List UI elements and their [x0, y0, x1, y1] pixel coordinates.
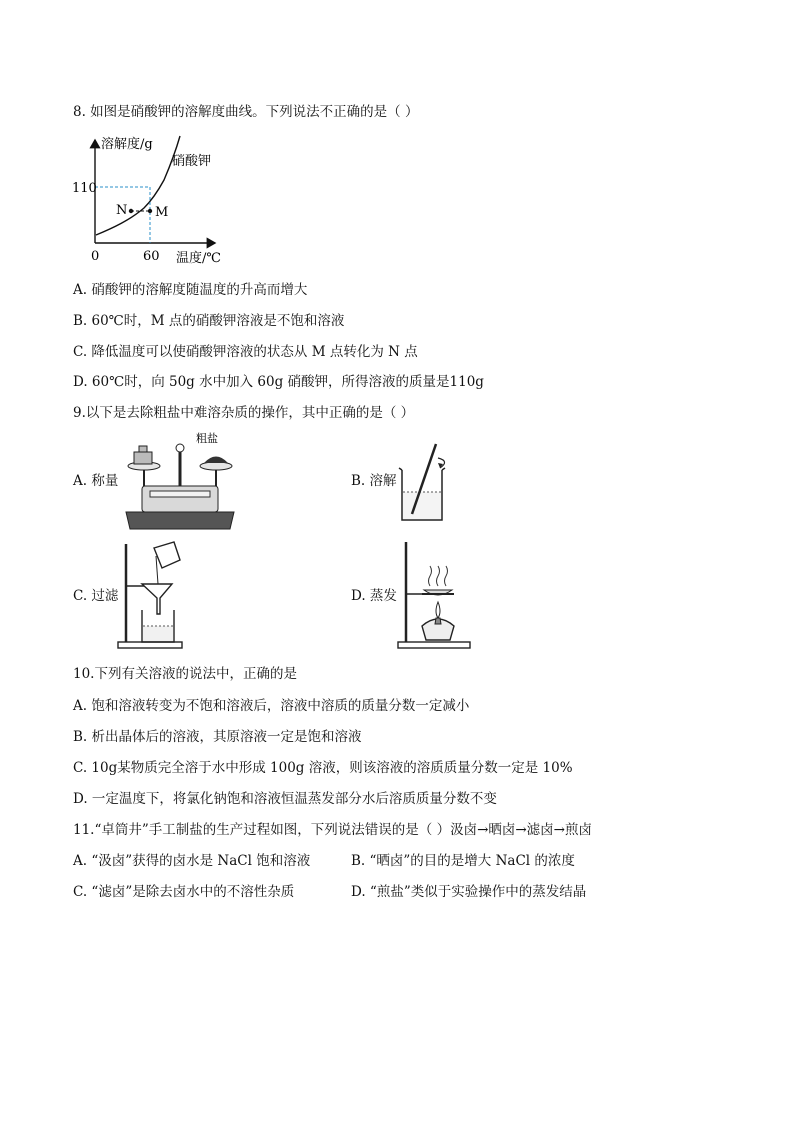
pour-stream: [156, 556, 158, 584]
q9-option-a: A. 称量: [73, 473, 119, 489]
q10-option-b: B. 析出晶体后的溶液，其原溶液一定是饱和溶液: [73, 729, 362, 745]
q8-option-a: A. 硝酸钾的溶解度随温度的升高而增大: [73, 282, 308, 298]
lamp-flame: [436, 602, 440, 618]
q8-stem: 8. 如图是硝酸钾的溶解度曲线。下列说法不正确的是（ ）: [73, 104, 419, 120]
graph-ylabel: 溶解度/g: [101, 137, 153, 152]
beaker-lip: [399, 468, 445, 470]
q10-option-a: A. 饱和溶液转变为不饱和溶液后，溶液中溶质的质量分数一定减小: [73, 698, 470, 714]
q11-option-b: B. “晒卤”的目的是增大 NaCl 的浓度: [351, 853, 575, 869]
beaker-liquid: [403, 492, 441, 519]
steam-lines: [429, 566, 448, 586]
stand-base: [118, 642, 182, 648]
weight-knob: [139, 446, 147, 452]
q11-stem: 11.“卓筒井”手工制盐的生产过程如图，下列说法错误的是（ ）汲卤→晒卤→滤卤→煎卤: [73, 822, 592, 838]
q8-option-d: D. 60℃时，向 50g 水中加入 60g 硝酸钾，所得溶液的质量是110g: [73, 374, 484, 390]
point-n-dot: [129, 209, 133, 213]
q8-option-c: C. 降低温度可以使硝酸钾溶液的状态从 M 点转化为 N 点: [73, 344, 418, 360]
filtrate: [143, 626, 173, 641]
q10-option-c: C. 10g某物质完全溶于水中形成 100g 溶液，则该溶液的溶质质量分数一定是 10%: [73, 760, 573, 776]
scale-body: [142, 486, 218, 512]
graph-xlabel: 温度/℃: [176, 251, 221, 266]
q11-option-a: A. “汲卤”获得的卤水是 NaCl 饱和溶液: [73, 853, 311, 869]
stir-arrow: [438, 458, 445, 468]
q9-stem: 9.以下是去除粗盐中难溶杂质的操作，其中正确的是（ ）: [73, 405, 415, 421]
funnel: [142, 584, 172, 614]
q9-option-d: D. 蒸发: [351, 588, 397, 604]
stand-base: [398, 642, 470, 648]
lamp-wick: [435, 618, 441, 624]
q8-option-b: B. 60℃时，M 点的硝酸钾溶液是不饱和溶液: [73, 313, 345, 329]
point-m-dot: [148, 209, 152, 213]
salt-pile: [204, 457, 228, 464]
q9-option-c: C. 过滤: [73, 588, 119, 604]
right-pan: [200, 462, 232, 470]
y-tick-110: 110: [72, 181, 97, 196]
weight-block: [134, 452, 152, 464]
origin-label: 0: [91, 249, 100, 264]
evaporation-figure: [396, 540, 476, 652]
q9-option-b: B. 溶解: [351, 473, 397, 489]
point-m-label: M: [155, 205, 169, 220]
solubility-graph: [68, 128, 238, 268]
filtration-figure: [116, 540, 196, 652]
coarse-salt-label: 粗盐: [196, 432, 218, 445]
q10-stem: 10.下列有关溶液的说法中，正确的是: [73, 666, 297, 682]
q11-option-c: C. “滤卤”是除去卤水中的不溶性杂质: [73, 884, 295, 900]
point-n-label: N: [116, 203, 128, 218]
scale-ruler: [150, 491, 210, 497]
beaker-stirring-figure: [396, 440, 456, 524]
curve-label: 硝酸钾: [172, 154, 212, 169]
x-tick-60: 60: [143, 249, 160, 264]
q11-option-d: D. “煎盐”类似于实验操作中的蒸发结晶: [351, 884, 587, 900]
scale-pivot: [176, 444, 184, 452]
scale-base: [126, 512, 234, 529]
balance-scale-figure: [122, 428, 242, 532]
pouring-beaker: [154, 542, 180, 568]
q10-option-d: D. 一定温度下，将氯化钠饱和溶液恒温蒸发部分水后溶质质量分数不变: [73, 791, 497, 807]
